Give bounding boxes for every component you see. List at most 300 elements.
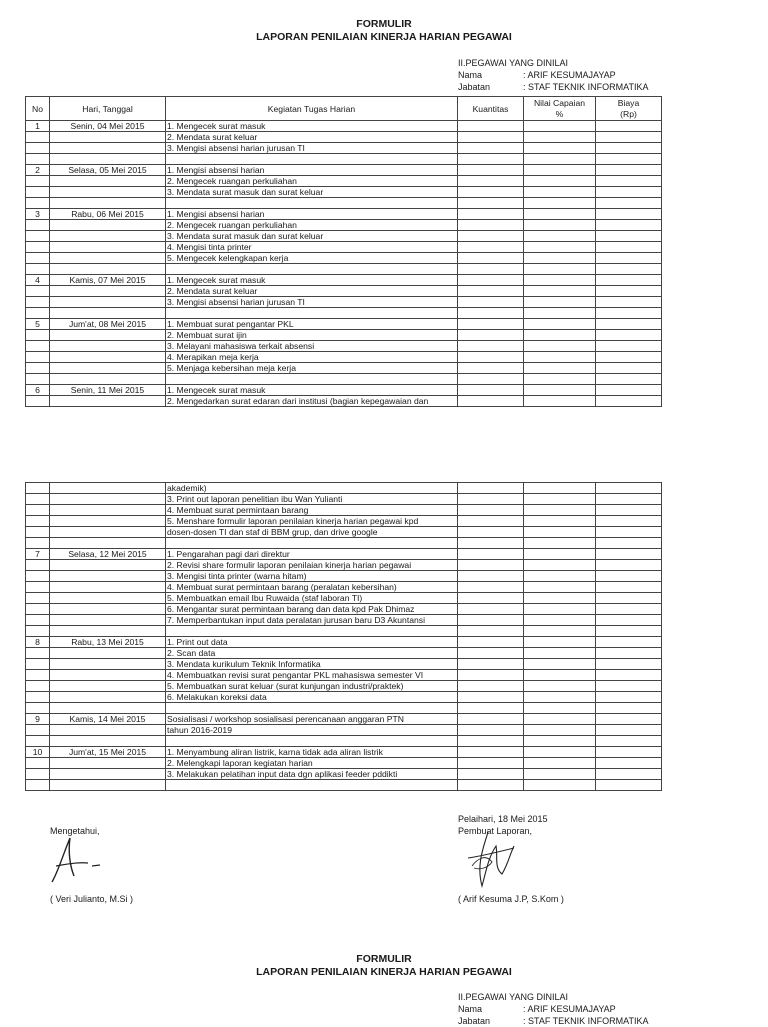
row-kuantitas — [458, 769, 524, 780]
row-no — [26, 220, 50, 231]
row-kuantitas — [458, 538, 524, 549]
row-activity: 1. Mengecek surat masuk — [166, 385, 458, 396]
table-row — [26, 143, 662, 154]
left-signer-name: ( Veri Julianto, M.Si ) — [50, 894, 134, 904]
row-biaya — [596, 121, 662, 132]
row-activity: 3. Mendata surat masuk dan surat keluar — [166, 231, 458, 242]
row-no — [26, 758, 50, 769]
table-row — [26, 604, 662, 615]
row-nilai — [524, 692, 596, 703]
row-biaya — [596, 275, 662, 286]
row-activity: 7. Memperbantukan input data peralatan jurusan baru D3 Akuntansi — [166, 615, 458, 626]
row-biaya — [596, 319, 662, 330]
row-biaya — [596, 231, 662, 242]
row-activity: 4. Mengisi tinta printer — [166, 242, 458, 253]
row-date — [50, 769, 166, 780]
row-nilai — [524, 780, 596, 791]
row-no — [26, 582, 50, 593]
row-activity: 3. Melakukan pelatihan input data dgn aplikasi feeder pddikti — [166, 769, 458, 780]
row-biaya — [596, 615, 662, 626]
row-biaya — [596, 769, 662, 780]
table-row — [26, 549, 662, 560]
row-activity: 3. Mengisi absensi harian jurusan TI — [166, 143, 458, 154]
row-date — [50, 626, 166, 637]
table-row — [26, 769, 662, 780]
row-no — [26, 703, 50, 714]
row-no — [26, 659, 50, 670]
row-biaya — [596, 780, 662, 791]
row-kuantitas — [458, 330, 524, 341]
row-biaya — [596, 352, 662, 363]
right-signature — [458, 828, 520, 892]
row-nilai — [524, 516, 596, 527]
row-date — [50, 264, 166, 275]
nama-value: : ARIF KESUMAJAYAP — [523, 70, 616, 80]
row-activity — [166, 736, 458, 747]
row-nilai — [524, 604, 596, 615]
row-activity: 1. Pengarahan pagi dari direktur — [166, 549, 458, 560]
row-date: Jum'at, 15 Mei 2015 — [50, 747, 166, 758]
row-activity: 3. Mendata kurikulum Teknik Informatika — [166, 659, 458, 670]
row-nilai — [524, 352, 596, 363]
row-kuantitas — [458, 560, 524, 571]
row-date: Jum'at, 08 Mei 2015 — [50, 319, 166, 330]
table-row — [26, 187, 662, 198]
row-biaya — [596, 637, 662, 648]
row-activity: 2. Mengedarkan surat edaran dari institusi (bagian kepegawaian dan — [166, 396, 458, 407]
row-date — [50, 527, 166, 538]
table-row — [26, 659, 662, 670]
row-biaya — [596, 176, 662, 187]
row-nilai — [524, 571, 596, 582]
row-kuantitas — [458, 143, 524, 154]
row-biaya — [596, 494, 662, 505]
row-no: 9 — [26, 714, 50, 725]
table-row — [26, 385, 662, 396]
row-no — [26, 670, 50, 681]
row-activity: 6. Mengantar surat permintaan barang dan data kpd Pak Dhimaz — [166, 604, 458, 615]
row-no — [26, 505, 50, 516]
row-date: Selasa, 05 Mei 2015 — [50, 165, 166, 176]
row-kuantitas — [458, 231, 524, 242]
row-biaya — [596, 220, 662, 231]
row-biaya — [596, 582, 662, 593]
row-no — [26, 516, 50, 527]
row-activity: 5. Menjaga kebersihan meja kerja — [166, 363, 458, 374]
row-kuantitas — [458, 297, 524, 308]
row-activity: 2. Membuat surat ijin — [166, 330, 458, 341]
header-biaya: Biaya (Rp) — [596, 97, 662, 121]
row-biaya — [596, 604, 662, 615]
row-no — [26, 604, 50, 615]
table-row — [26, 692, 662, 703]
row-nilai — [524, 769, 596, 780]
row-nilai — [524, 538, 596, 549]
table-row — [26, 714, 662, 725]
row-kuantitas — [458, 242, 524, 253]
row-biaya — [596, 297, 662, 308]
row-nilai — [524, 330, 596, 341]
header-kuantitas: Kuantitas — [458, 97, 524, 121]
row-biaya — [596, 198, 662, 209]
row-nilai — [524, 637, 596, 648]
row-activity: 5. Mengecek kelengkapan kerja — [166, 253, 458, 264]
row-biaya — [596, 593, 662, 604]
row-biaya — [596, 571, 662, 582]
row-date: Selasa, 12 Mei 2015 — [50, 549, 166, 560]
row-activity: 3. Mendata surat masuk dan surat keluar — [166, 187, 458, 198]
row-kuantitas — [458, 725, 524, 736]
table-row — [26, 637, 662, 648]
row-nilai — [524, 560, 596, 571]
table-row — [26, 121, 662, 132]
row-no — [26, 330, 50, 341]
header-hari: Hari, Tanggal — [50, 97, 166, 121]
row-nilai — [524, 308, 596, 319]
row-nilai — [524, 593, 596, 604]
row-activity: 5. Membuatkan surat keluar (surat kunjungan industri/praktek) — [166, 681, 458, 692]
row-date — [50, 352, 166, 363]
row-biaya — [596, 758, 662, 769]
row-biaya — [596, 681, 662, 692]
row-no: 2 — [26, 165, 50, 176]
row-date: Kamis, 14 Mei 2015 — [50, 714, 166, 725]
table-row — [26, 253, 662, 264]
table-row — [26, 297, 662, 308]
row-activity — [166, 626, 458, 637]
pembuat-label: Pembuat Laporan, — [458, 826, 533, 836]
row-date — [50, 494, 166, 505]
row-no — [26, 736, 50, 747]
row-activity: Sosialisasi / workshop sosialisasi perencanaan anggaran PTN — [166, 714, 458, 725]
row-kuantitas — [458, 308, 524, 319]
row-biaya — [596, 165, 662, 176]
row-activity: 1. Print out data — [166, 637, 458, 648]
row-kuantitas — [458, 396, 524, 407]
row-no: 6 — [26, 385, 50, 396]
row-nilai — [524, 209, 596, 220]
form-title-page2: FORMULIR — [356, 953, 412, 965]
employee-info-page2 — [458, 991, 649, 1027]
row-no — [26, 648, 50, 659]
row-biaya — [596, 341, 662, 352]
row-date — [50, 692, 166, 703]
row-date — [50, 220, 166, 231]
table-row — [26, 132, 662, 143]
row-kuantitas — [458, 571, 524, 582]
row-kuantitas — [458, 176, 524, 187]
row-kuantitas — [458, 198, 524, 209]
row-date — [50, 297, 166, 308]
header-kegiatan: Kegiatan Tugas Harian — [166, 97, 458, 121]
row-kuantitas — [458, 549, 524, 560]
row-kuantitas — [458, 341, 524, 352]
row-biaya — [596, 714, 662, 725]
table-row — [26, 725, 662, 736]
table-row — [26, 758, 662, 769]
row-date — [50, 483, 166, 494]
right-signer-name: ( Arif Kesuma J.P, S.Kom ) — [458, 894, 564, 904]
row-nilai — [524, 758, 596, 769]
row-date — [50, 396, 166, 407]
table-row — [26, 209, 662, 220]
row-activity: 2. Mendata surat keluar — [166, 286, 458, 297]
table-row — [26, 505, 662, 516]
row-kuantitas — [458, 582, 524, 593]
row-activity — [166, 154, 458, 165]
row-biaya — [596, 736, 662, 747]
row-kuantitas — [458, 319, 524, 330]
row-no — [26, 363, 50, 374]
table-row — [26, 363, 662, 374]
row-date — [50, 374, 166, 385]
row-no — [26, 571, 50, 582]
header-nilai: Nilai Capaian % — [524, 97, 596, 121]
row-date — [50, 505, 166, 516]
jabatan-label: Jabatan — [458, 82, 491, 92]
row-kuantitas — [458, 374, 524, 385]
row-no — [26, 681, 50, 692]
row-kuantitas — [458, 209, 524, 220]
row-date — [50, 736, 166, 747]
row-no — [26, 352, 50, 363]
row-kuantitas — [458, 714, 524, 725]
row-date — [50, 308, 166, 319]
row-activity — [166, 308, 458, 319]
row-nilai — [524, 494, 596, 505]
table-row — [26, 681, 662, 692]
row-no — [26, 527, 50, 538]
row-no — [26, 483, 50, 494]
row-activity: 6. Melakukan koreksi data — [166, 692, 458, 703]
table-row — [26, 626, 662, 637]
row-nilai — [524, 505, 596, 516]
row-biaya — [596, 154, 662, 165]
row-activity: 5. Membuatkan email Ibu Ruwaida (staf laboran TI) — [166, 593, 458, 604]
table-row — [26, 593, 662, 604]
row-date — [50, 286, 166, 297]
row-nilai — [524, 670, 596, 681]
row-no — [26, 692, 50, 703]
row-biaya — [596, 725, 662, 736]
row-date — [50, 593, 166, 604]
row-no: 7 — [26, 549, 50, 560]
row-date — [50, 538, 166, 549]
row-kuantitas — [458, 253, 524, 264]
row-nilai — [524, 725, 596, 736]
row-kuantitas — [458, 637, 524, 648]
nama-label: Nama — [458, 70, 483, 80]
row-date — [50, 670, 166, 681]
row-date — [50, 198, 166, 209]
row-biaya — [596, 242, 662, 253]
row-kuantitas — [458, 505, 524, 516]
row-activity — [166, 703, 458, 714]
table-row — [26, 341, 662, 352]
table-row — [26, 780, 662, 791]
row-biaya — [596, 483, 662, 494]
table-row — [26, 319, 662, 330]
form-subtitle-page2: LAPORAN PENILAIAN KINERJA HARIAN PEGAWAI — [256, 966, 512, 978]
activity-table — [25, 96, 662, 407]
row-biaya — [596, 692, 662, 703]
section-label: II.PEGAWAI YANG DINILAI — [458, 58, 569, 68]
table-row — [26, 396, 662, 407]
row-kuantitas — [458, 758, 524, 769]
row-activity: 3. Mengisi absensi harian jurusan TI — [166, 297, 458, 308]
table-row — [26, 747, 662, 758]
row-date — [50, 363, 166, 374]
row-no: 4 — [26, 275, 50, 286]
row-no — [26, 231, 50, 242]
form-subtitle: LAPORAN PENILAIAN KINERJA HARIAN PEGAWAI — [256, 31, 512, 43]
row-nilai — [524, 132, 596, 143]
row-no — [26, 593, 50, 604]
table-row — [26, 176, 662, 187]
table-row — [26, 703, 662, 714]
row-nilai — [524, 341, 596, 352]
row-kuantitas — [458, 670, 524, 681]
row-nilai — [524, 253, 596, 264]
row-kuantitas — [458, 692, 524, 703]
row-date — [50, 582, 166, 593]
row-no — [26, 626, 50, 637]
table-row — [26, 198, 662, 209]
row-activity: 4. Merapikan meja kerja — [166, 352, 458, 363]
row-biaya — [596, 253, 662, 264]
row-no — [26, 264, 50, 275]
row-kuantitas — [458, 615, 524, 626]
row-date — [50, 132, 166, 143]
row-biaya — [596, 626, 662, 637]
row-activity: akademik) — [166, 483, 458, 494]
row-biaya — [596, 670, 662, 681]
row-kuantitas — [458, 736, 524, 747]
row-nilai — [524, 527, 596, 538]
row-date: Senin, 11 Mei 2015 — [50, 385, 166, 396]
row-activity: 2. Melengkapi laporan kegiatan harian — [166, 758, 458, 769]
row-activity — [166, 264, 458, 275]
row-kuantitas — [458, 703, 524, 714]
row-biaya — [596, 560, 662, 571]
jabatan-value: : STAF TEKNIK INFORMATIKA — [523, 82, 649, 92]
row-nilai — [524, 154, 596, 165]
row-date — [50, 681, 166, 692]
table-row — [26, 154, 662, 165]
table-row — [26, 516, 662, 527]
table-row — [26, 330, 662, 341]
row-date — [50, 176, 166, 187]
row-date — [50, 143, 166, 154]
jabatan-value-page2: : STAF TEKNIK INFORMATIKA — [523, 1016, 649, 1026]
row-kuantitas — [458, 747, 524, 758]
row-kuantitas — [458, 187, 524, 198]
row-activity: 4. Membuat surat permintaan barang — [166, 505, 458, 516]
row-activity: tahun 2016-2019 — [166, 725, 458, 736]
row-nilai — [524, 714, 596, 725]
row-no — [26, 725, 50, 736]
table-row — [26, 264, 662, 275]
table-row — [26, 275, 662, 286]
table-row — [26, 242, 662, 253]
row-biaya — [596, 659, 662, 670]
row-activity: 4. Membuatkan revisi surat pengantar PKL mahasiswa semester VI — [166, 670, 458, 681]
row-kuantitas — [458, 286, 524, 297]
row-biaya — [596, 286, 662, 297]
row-nilai — [524, 264, 596, 275]
row-biaya — [596, 143, 662, 154]
table-row — [26, 571, 662, 582]
section-label-page2: II.PEGAWAI YANG DINILAI — [458, 992, 569, 1002]
row-biaya — [596, 264, 662, 275]
row-no — [26, 560, 50, 571]
row-date — [50, 604, 166, 615]
row-date — [50, 341, 166, 352]
row-kuantitas — [458, 363, 524, 374]
row-biaya — [596, 308, 662, 319]
mengetahui-label: Mengetahui, — [50, 826, 100, 836]
row-nilai — [524, 736, 596, 747]
row-activity: 2. Revisi share formulir laporan penilaian kinerja harian pegawai — [166, 560, 458, 571]
row-kuantitas — [458, 681, 524, 692]
row-date: Kamis, 07 Mei 2015 — [50, 275, 166, 286]
row-kuantitas — [458, 154, 524, 165]
row-nilai — [524, 374, 596, 385]
row-no — [26, 253, 50, 264]
row-kuantitas — [458, 220, 524, 231]
row-no: 8 — [26, 637, 50, 648]
row-no — [26, 187, 50, 198]
row-nilai — [524, 121, 596, 132]
row-no — [26, 780, 50, 791]
row-kuantitas — [458, 385, 524, 396]
row-biaya — [596, 209, 662, 220]
row-biaya — [596, 505, 662, 516]
row-nilai — [524, 143, 596, 154]
row-biaya — [596, 527, 662, 538]
row-biaya — [596, 538, 662, 549]
table-row — [26, 308, 662, 319]
row-biaya — [596, 330, 662, 341]
row-kuantitas — [458, 494, 524, 505]
row-no: 3 — [26, 209, 50, 220]
row-no — [26, 615, 50, 626]
table-row — [26, 527, 662, 538]
row-nilai — [524, 615, 596, 626]
table-row — [26, 582, 662, 593]
form-title: FORMULIR — [356, 18, 412, 30]
row-biaya — [596, 516, 662, 527]
row-activity: 3. Print out laporan penelitian ibu Wan Yulianti — [166, 494, 458, 505]
row-nilai — [524, 220, 596, 231]
row-nilai — [524, 286, 596, 297]
row-nilai — [524, 319, 596, 330]
row-kuantitas — [458, 516, 524, 527]
row-date — [50, 187, 166, 198]
row-date — [50, 242, 166, 253]
table-row — [26, 374, 662, 385]
row-kuantitas — [458, 604, 524, 615]
table-row — [26, 560, 662, 571]
table-row — [26, 494, 662, 505]
row-biaya — [596, 648, 662, 659]
row-activity — [166, 780, 458, 791]
row-date: Rabu, 06 Mei 2015 — [50, 209, 166, 220]
row-no: 5 — [26, 319, 50, 330]
row-no — [26, 308, 50, 319]
row-date: Senin, 04 Mei 2015 — [50, 121, 166, 132]
table-row — [26, 736, 662, 747]
